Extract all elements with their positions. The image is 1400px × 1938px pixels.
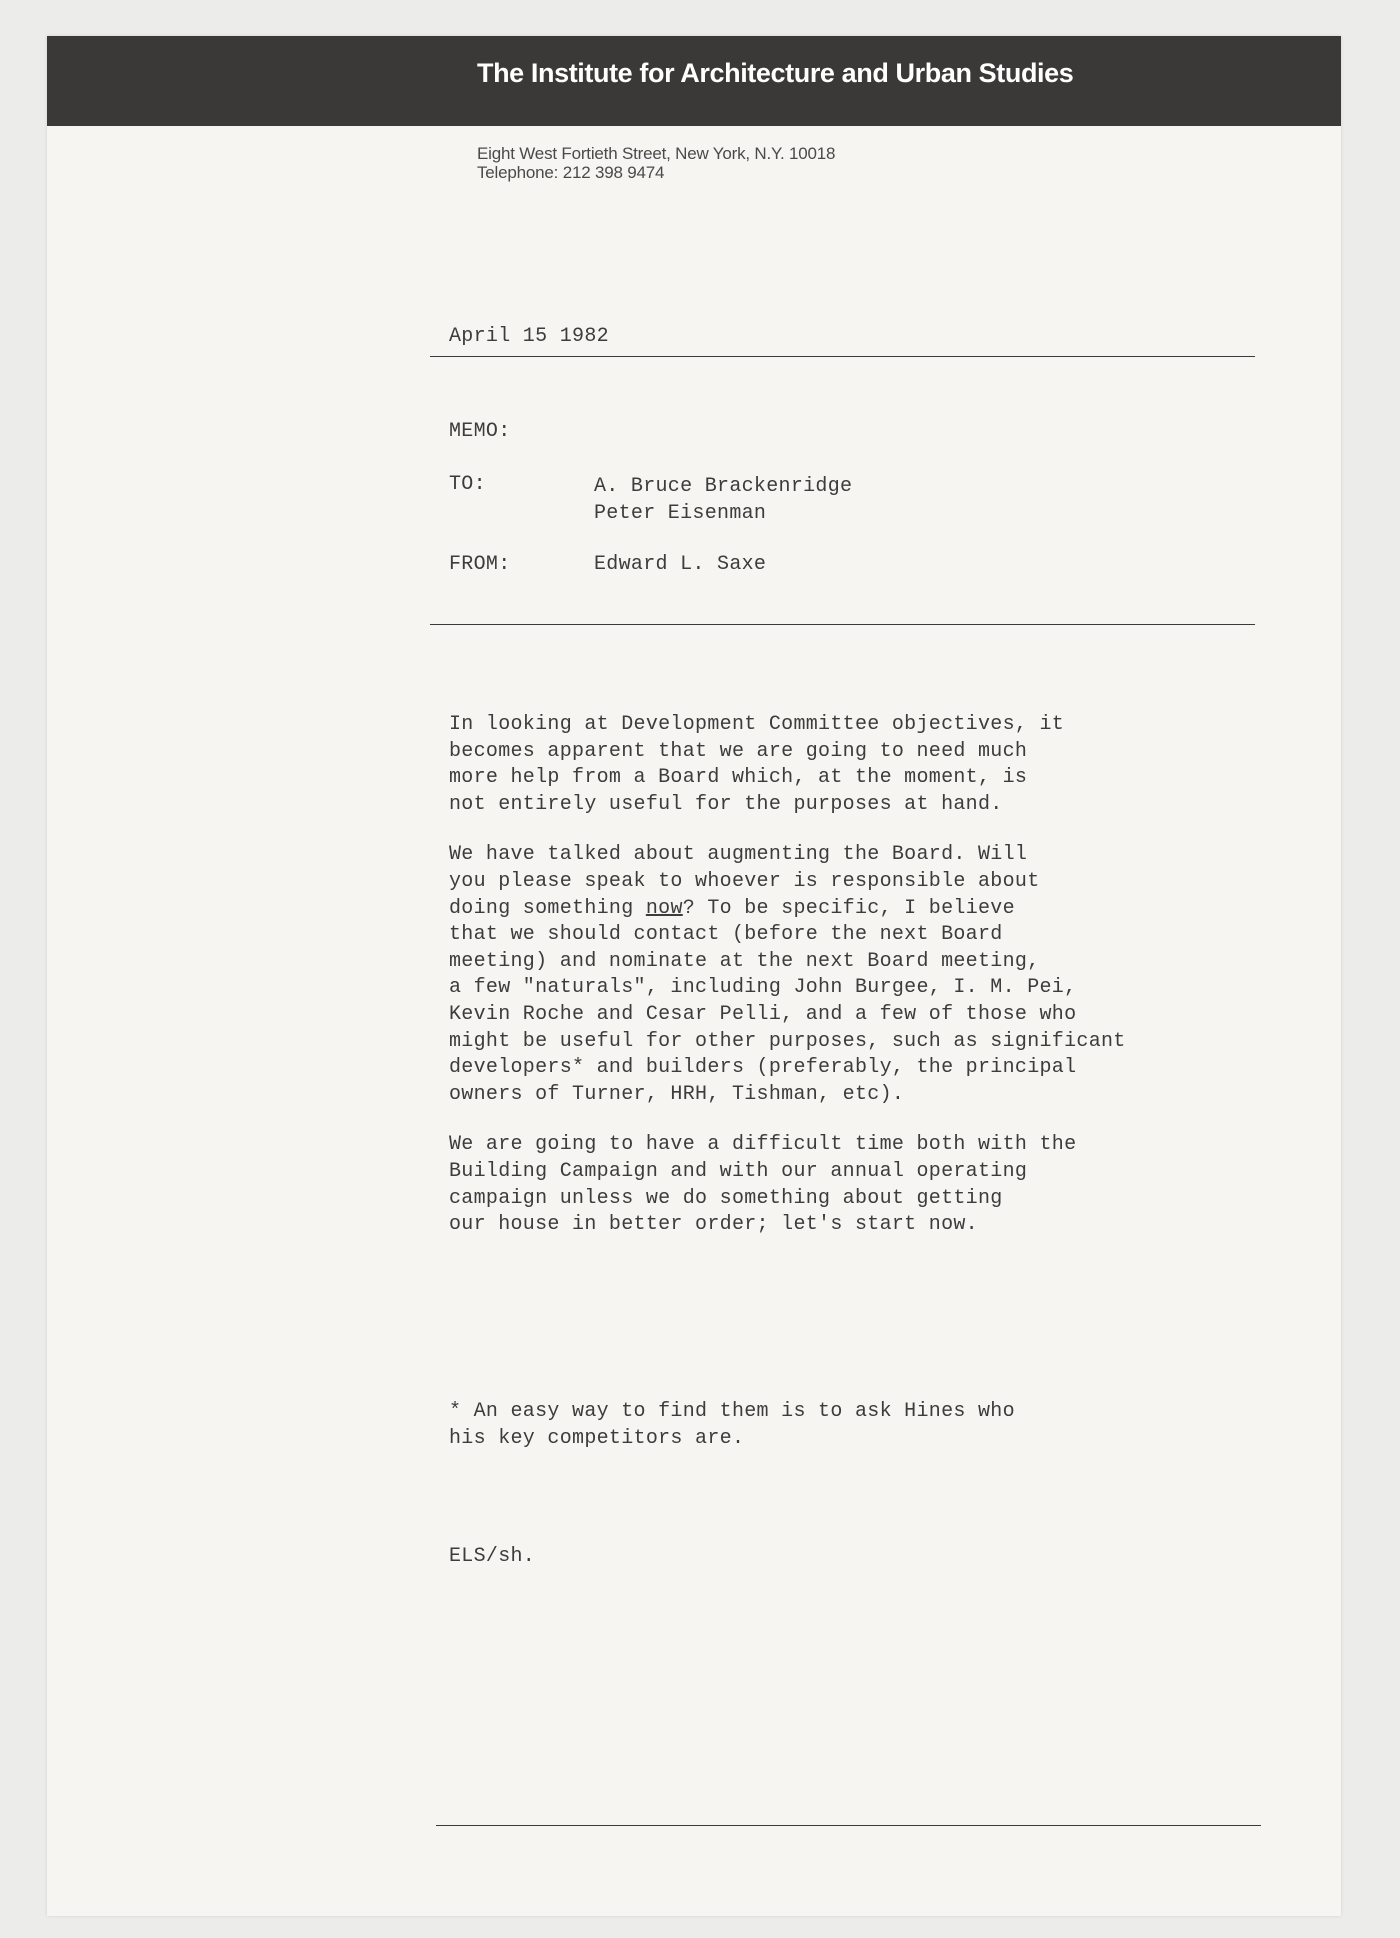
body-line: that we should contact (before the next Board — [449, 923, 1003, 947]
to-label: TO: — [449, 473, 486, 496]
body-line: In looking at Development Committee objectives, it — [449, 713, 1065, 736]
from-label: FROM: — [449, 553, 511, 576]
footnote-line: * An easy way to find them is to ask Hines who — [449, 1400, 1015, 1423]
body-line: becomes apparent that we are going to need much — [449, 739, 1028, 763]
recipient-name: Peter Eisenman — [594, 502, 767, 525]
body-line: not entirely useful for the purposes at hand. — [449, 792, 1003, 816]
footnote — [449, 1398, 1015, 1452]
emphasized-word: now — [645, 896, 683, 920]
recipient-name: A. Bruce Brackenridge — [594, 475, 853, 498]
body-paragraph — [449, 842, 1126, 1108]
organization-name: The Institute for Architecture and Urban Studies — [477, 58, 1074, 88]
body-text-run: ? To be specific, I believe — [682, 896, 1015, 920]
body-paragraph — [449, 1132, 1126, 1238]
memo-label: MEMO: — [449, 420, 511, 443]
body-line: Building Campaign and with our annual operating — [449, 1159, 1028, 1183]
sender-name: Edward L. Saxe — [594, 553, 767, 576]
letterhead-band — [47, 36, 1341, 126]
body-line: might be useful for other purposes, such as significant — [449, 1029, 1126, 1053]
body-line: Kevin Roche and Cesar Pelli, and a few of those who — [449, 1002, 1077, 1026]
body-line: developers* and builders (preferably, the principal — [449, 1056, 1077, 1080]
body-line: campaign unless we do something about getting — [449, 1186, 1003, 1210]
body-line — [449, 896, 1126, 923]
body-line: We have talked about augmenting the Board. Will — [449, 843, 1028, 867]
body-text-run: doing something — [449, 896, 646, 920]
to-recipients — [594, 473, 852, 527]
footnote-line: his key competitors are. — [449, 1427, 745, 1450]
divider-top — [430, 356, 1255, 357]
body-paragraph — [449, 712, 1126, 818]
typist-initials: ELS/sh. — [449, 1545, 536, 1568]
telephone-line: Telephone: 212 398 9474 — [477, 163, 665, 182]
letterhead-address — [477, 144, 835, 182]
memo-date: April 15 1982 — [449, 325, 609, 348]
body-line: a few "naturals", including John Burgee, I. M. Pei, — [449, 976, 1077, 1000]
body-line: owners of Turner, HRH, Tishman, etc). — [449, 1082, 905, 1106]
memo-body — [449, 712, 1126, 1263]
divider-middle — [430, 624, 1255, 625]
divider-bottom — [436, 1825, 1261, 1826]
address-line: Eight West Fortieth Street, New York, N.Y. 10018 — [477, 144, 836, 163]
body-line: our house in better order; let's start now. — [449, 1213, 978, 1237]
body-line: We are going to have a difficult time both with the — [449, 1133, 1077, 1157]
body-line: you please speak to whoever is responsible about — [449, 869, 1040, 893]
body-line: meeting) and nominate at the next Board meeting, — [449, 949, 1040, 973]
body-line: more help from a Board which, at the moment, is — [449, 766, 1028, 790]
